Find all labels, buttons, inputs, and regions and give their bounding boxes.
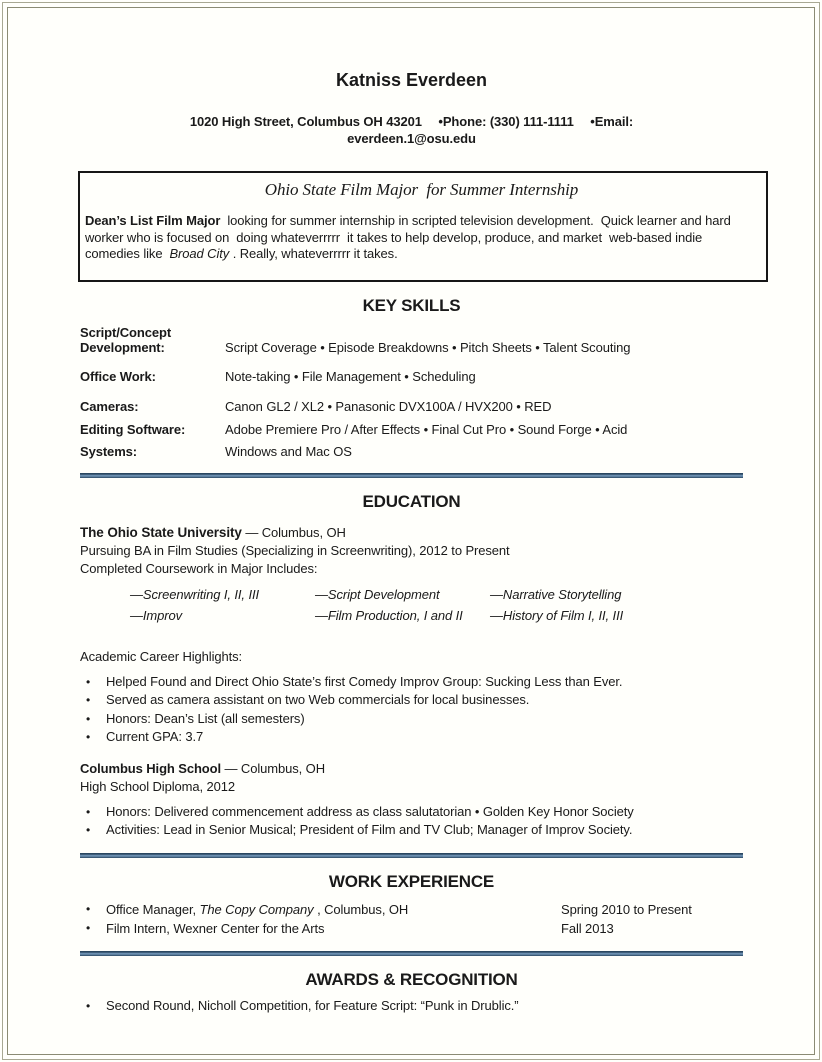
coursework-label: Completed Coursework in Major Includes:: [80, 560, 318, 576]
skill-label: Cameras:: [80, 399, 139, 414]
coursework-item: —History of Film I, II, III: [490, 607, 624, 623]
list-item: [80, 728, 743, 747]
bullet-icon: •: [86, 711, 91, 726]
coursework-row: [130, 584, 743, 605]
job-title: Film Intern, Wexner Center for the Arts: [106, 920, 325, 936]
skill-label: Office Work:: [80, 368, 156, 384]
skill-row-systems: [80, 444, 743, 460]
college-name: The Ohio State University: [80, 524, 242, 540]
skill-value: Script Coverage • Episode Breakdowns • Pitch Sheets • Talent Scouting: [225, 340, 631, 355]
coursework-item: —Film Production, I and II: [315, 607, 463, 623]
objective-lead: Dean’s List Film Major: [85, 213, 221, 228]
skill-label: Systems:: [80, 444, 138, 459]
work-entry: [80, 919, 743, 938]
high-school-location: — Columbus, OH: [224, 760, 325, 776]
bullet-icon: •: [86, 920, 91, 935]
skill-row-editing-software: [80, 422, 743, 438]
skill-row-office-work: [80, 369, 743, 385]
list-item: [80, 997, 743, 1016]
section-heading-key-skills: KEY SKILLS: [362, 295, 461, 315]
bullet-icon: •: [86, 674, 91, 689]
highlights-list: [80, 673, 743, 747]
bullet-icon: •: [86, 901, 91, 916]
work-entry-date: Fall 2013: [561, 920, 614, 936]
award-text: Second Round, Nicholl Competition, for Feature Script: “Punk in Drublic.”: [106, 997, 519, 1013]
resume-name: Katniss Everdeen: [335, 70, 488, 90]
high-school-degree: High School Diploma, 2012: [80, 778, 236, 794]
coursework-item: —Screenwriting I, II, III: [130, 586, 259, 602]
work-experience-list: [80, 900, 743, 938]
contact-email-label: •Email:: [590, 114, 634, 129]
highlight-text: Honors: Dean’s List (all semesters): [106, 710, 305, 726]
highlight-text: Current GPA: 3.7: [106, 729, 204, 744]
skill-label: Editing Software:: [80, 421, 186, 437]
coursework-row: [130, 605, 743, 626]
list-item: [80, 710, 743, 729]
highlight-text: Helped Found and Direct Ohio State’s first Comedy Improv Group: Sucking Less than Ever.: [106, 673, 623, 689]
list-item: [80, 821, 743, 840]
contact-line-1: [80, 113, 743, 130]
coursework-table: [80, 584, 743, 626]
section-divider: [80, 473, 743, 478]
bullet-icon: •: [86, 823, 91, 837]
high-school-name-line: [80, 760, 743, 778]
objective-box: [78, 171, 768, 282]
skill-label: Script/Concept Development:: [80, 324, 172, 355]
job-title: Office Manager,: [106, 901, 200, 917]
job-location: , Columbus, OH: [313, 901, 409, 917]
company-name: The Copy Company: [199, 901, 314, 917]
skill-value: Canon GL2 / XL2 • Panasonic DVX100A / HVX200 • RED: [225, 399, 552, 414]
objective-text-1: looking for summer internship in scripted television development. Quick learner and hard worker who is focused on doing whateverrrrr it takes to help develop, produce, and market web-based indie comedies like: [85, 213, 735, 261]
college-location: — Columbus, OH: [245, 524, 346, 540]
skill-row-script-concept: [80, 325, 743, 356]
work-entry-text: [106, 919, 561, 938]
section-divider: [80, 951, 743, 956]
objective-title: Ohio State Film Major for Summer Internship: [264, 180, 579, 199]
section-heading-work-experience: WORK EXPERIENCE: [328, 871, 495, 891]
list-item: [80, 673, 743, 692]
work-entry-text: [106, 900, 561, 919]
high-school-bullet: Activities: Lead in Senior Musical; President of Film and TV Club; Manager of Improv Society.: [106, 822, 633, 837]
highlights-label: Academic Career Highlights:: [80, 648, 243, 664]
high-school-bullet: Honors: Delivered commencement address as class salutatorian • Golden Key Honor Society: [106, 803, 634, 819]
contact-address: 1020 High Street, Columbus OH 43201: [189, 114, 422, 129]
section-heading-education: EDUCATION: [362, 491, 461, 511]
objective-show-title: Broad City: [169, 246, 230, 261]
work-entry: [80, 900, 743, 919]
contact-email-address: everdeen.1@osu.edu: [347, 131, 476, 146]
coursework-item: —Improv: [130, 607, 183, 623]
high-school-list: [80, 803, 743, 840]
contact-block: [80, 113, 743, 147]
coursework-item: —Script Development: [315, 586, 440, 602]
college-degree: Pursuing BA in Film Studies (Specializing in Screenwriting), 2012 to Present: [80, 542, 510, 558]
skill-value: Windows and Mac OS: [225, 444, 352, 459]
section-divider: [80, 853, 743, 858]
high-school-block: [80, 760, 743, 840]
skill-value: Adobe Premiere Pro / After Effects • Final Cut Pro • Sound Forge • Acid: [225, 421, 628, 437]
objective-body: [85, 213, 758, 263]
list-item: [80, 803, 743, 822]
skill-value: Note-taking • File Management • Scheduling: [225, 368, 476, 384]
contact-phone: •Phone: (330) 111-1111: [438, 114, 574, 129]
resume-document: [80, 0, 743, 1015]
bullet-icon: •: [86, 730, 91, 744]
key-skills-table: [80, 325, 743, 460]
bullet-icon: •: [86, 693, 91, 707]
list-item: [80, 691, 743, 710]
bullet-icon: •: [86, 804, 91, 819]
objective-text-2: . Really, whateverrrrr it takes.: [229, 246, 398, 261]
awards-list: [80, 997, 743, 1016]
bullet-icon: •: [86, 998, 91, 1013]
skill-row-cameras: [80, 399, 743, 415]
section-heading-awards: AWARDS & RECOGNITION: [305, 969, 518, 989]
highlight-text: Served as camera assistant on two Web commercials for local businesses.: [106, 692, 530, 707]
college-name-line: [80, 524, 743, 542]
coursework-item: —Narrative Storytelling: [490, 586, 622, 602]
high-school-name: Columbus High School: [80, 760, 221, 776]
work-entry-date: Spring 2010 to Present: [561, 901, 692, 917]
